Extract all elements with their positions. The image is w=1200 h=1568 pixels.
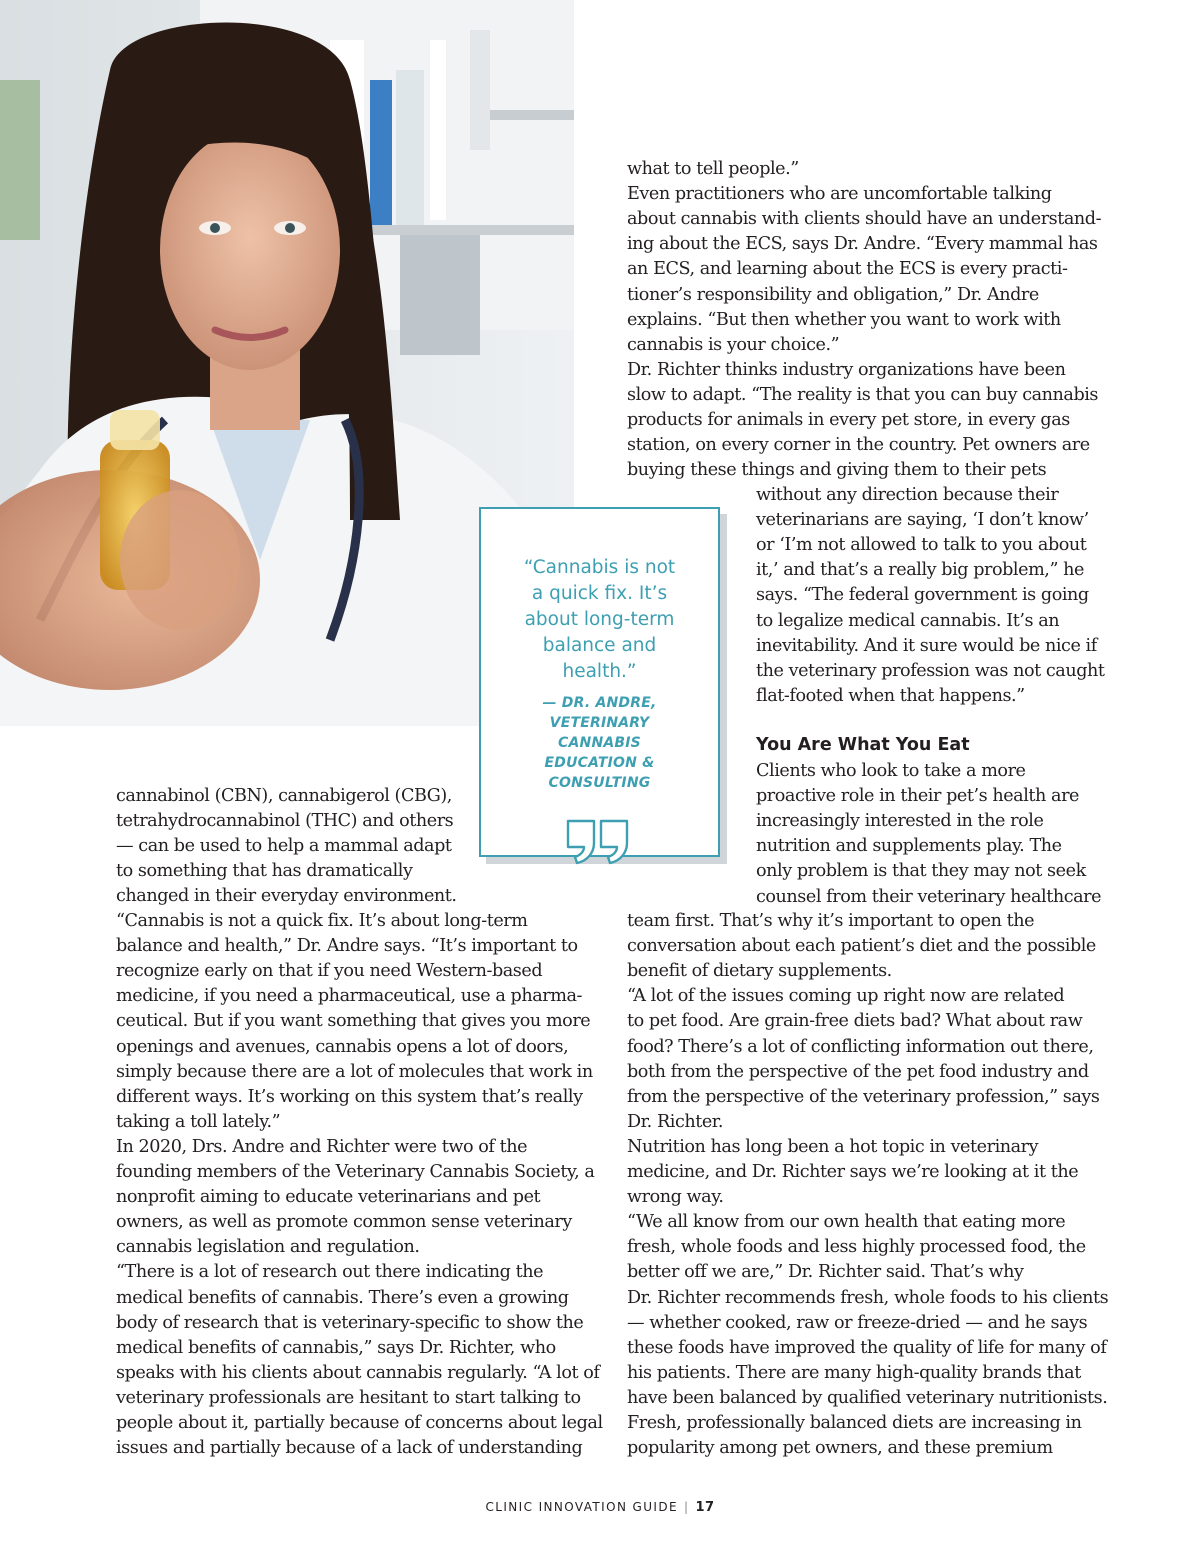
text-line: “There is a lot of research out there indicating the <box>116 1262 544 1283</box>
text-line: body of research that is veterinary-specific to show the <box>116 1312 584 1333</box>
text-line: balance and health,” Dr. Andre says. “It’s important to <box>116 936 578 957</box>
pull-quote-line: a quick fix. It’s <box>531 583 668 604</box>
text-line: Dr. Richter recommends fresh, whole foods to his clients <box>627 1287 1109 1308</box>
pull-quote-line: health.” <box>562 661 637 682</box>
text-line: medicine, if you need a pharmaceutical, use a pharma- <box>116 986 582 1007</box>
text-line: recognize early on that if you need Western-based <box>116 961 543 982</box>
text-line: have been balanced by qualified veterinary nutritionists. <box>627 1387 1108 1408</box>
page-number: 17 <box>695 1500 715 1515</box>
quotation-marks-icon <box>565 819 631 865</box>
text-line: food? There’s a lot of conflicting information out there, <box>627 1036 1094 1057</box>
pull-quote-line: CANNABIS <box>558 735 641 751</box>
pull-quote-line: “Cannabis is not <box>523 557 676 578</box>
text-line: Clients who look to take a more <box>756 761 1026 781</box>
text-line: openings and avenues, cannabis opens a lot of doors, <box>116 1036 569 1057</box>
text-line: veterinarians are saying, ‘I don’t know’ <box>756 510 1089 531</box>
text-line: cannabis legislation and regulation. <box>116 1237 420 1258</box>
text-line: an ECS, and learning about the ECS is every practi- <box>627 259 1068 280</box>
text-line: says. “The federal government is going <box>756 585 1089 606</box>
text-line: tioner’s responsibility and obligation,” Dr. Andre <box>627 284 1039 305</box>
text-line: cannabis is your choice.” <box>627 334 840 355</box>
text-line: taking a toll lately.” <box>116 1111 281 1132</box>
footer-separator: | <box>683 1500 690 1514</box>
text-line: his patients. There are many high-quality brands that <box>627 1362 1081 1383</box>
text-line: Nutrition has long been a hot topic in veterinary <box>627 1136 1039 1157</box>
text-line: Dr. Richter. <box>627 1111 723 1132</box>
text-line: or ‘I’m not allowed to talk to you about <box>756 535 1087 556</box>
text-line: to legalize medical cannabis. It’s an <box>756 610 1060 631</box>
text-line: people about it, partially because of concerns about legal <box>116 1413 603 1433</box>
text-line: issues and partially because of a lack of understanding <box>116 1438 583 1459</box>
text-line: to something that has dramatically <box>116 861 413 882</box>
text-line: these foods have improved the quality of life for many of <box>627 1337 1107 1358</box>
text-line: ceutical. But if you want something that gives you more <box>116 1011 591 1032</box>
text-line: both from the perspective of the pet food industry and <box>627 1061 1089 1082</box>
text-line: nonprofit aiming to educate veterinarians and pet <box>116 1187 541 1208</box>
text-line: slow to adapt. “The reality is that you can buy cannabis <box>627 384 1099 405</box>
text-line: buying these things and giving them to their pets <box>627 460 1047 481</box>
pull-quote-line: — DR. ANDRE, <box>542 695 657 711</box>
text-line: nutrition and supplements play. The <box>756 836 1062 857</box>
pull-quote-line: balance and <box>542 635 657 656</box>
section-heading: You Are What You Eat <box>756 735 970 755</box>
text-line: inevitability. And it sure would be nice if <box>756 635 1097 656</box>
text-line: Dr. Richter thinks industry organizations have been <box>627 359 1066 380</box>
text-line: “We all know from our own health that eating more <box>627 1212 1066 1233</box>
pull-quote-line: VETERINARY <box>549 715 650 731</box>
text-line: “A lot of the issues coming up right now are related <box>627 986 1065 1007</box>
text-line: popularity among pet owners, and these premium <box>627 1438 1053 1459</box>
text-line: Even practitioners who are uncomfortable talking <box>627 184 1052 205</box>
text-line: Fresh, professionally balanced diets are increasing in <box>627 1413 1082 1433</box>
text-line: station, on every corner in the country. Pet owners are <box>627 435 1090 456</box>
text-line: medicine, and Dr. Richter says we’re looking at it the <box>627 1162 1079 1182</box>
text-line: — whether cooked, raw or freeze-dried — and he says <box>627 1312 1088 1333</box>
text-line: only problem is that they may not seek <box>756 861 1086 882</box>
text-line: it,’ and that’s a really big problem,” he <box>756 560 1084 581</box>
text-line: explains. “But then whether you want to work with <box>627 309 1061 330</box>
text-line: ing about the ECS, says Dr. Andre. “Every mammal has <box>627 234 1098 255</box>
text-line: flat-footed when that happens.” <box>756 685 1025 706</box>
text-line: founding members of the Veterinary Cannabis Society, a <box>116 1162 595 1182</box>
text-line: medical benefits of cannabis,” says Dr. Richter, who <box>116 1337 556 1358</box>
pull-quote-text <box>481 555 718 685</box>
text-line: better off we are,” Dr. Richter said. That’s why <box>627 1262 1024 1283</box>
pull-quote-box <box>479 507 720 857</box>
text-line: different ways. It’s working on this system that’s really <box>116 1086 583 1107</box>
text-line: wrong way. <box>627 1187 724 1208</box>
text-line: the veterinary profession was not caught <box>756 660 1105 681</box>
text-line: changed in their everyday environment. <box>116 886 457 907</box>
text-line: simply because there are a lot of molecules that work in <box>116 1061 593 1082</box>
text-line: “Cannabis is not a quick fix. It’s about long-term <box>116 911 528 931</box>
pull-quote-line: CONSULTING <box>548 775 651 791</box>
text-line: conversation about each patient’s diet and the possible <box>627 936 1096 957</box>
text-line: — can be used to help a mammal adapt <box>116 836 452 857</box>
text-line: In 2020, Drs. Andre and Richter were two of the <box>116 1136 528 1157</box>
text-line: speaks with his clients about cannabis regularly. “A lot of <box>116 1362 600 1383</box>
publication-name: CLINIC INNOVATION GUIDE <box>485 1500 678 1514</box>
text-line: counsel from their veterinary healthcare <box>756 886 1102 907</box>
pull-quote-attribution <box>481 693 718 793</box>
text-line: from the perspective of the veterinary profession,” says <box>627 1086 1100 1107</box>
text-line: about cannabis with clients should have an understand- <box>627 209 1102 230</box>
text-line: team first. That’s why it’s important to open the <box>627 911 1035 931</box>
text-line: medical benefits of cannabis. There’s even a growing <box>116 1287 569 1308</box>
text-line: what to tell people.” <box>627 159 799 179</box>
text-line: owners, as well as promote common sense veterinary <box>116 1212 572 1233</box>
text-line: tetrahydrocannabinol (THC) and others <box>116 811 454 832</box>
text-line: increasingly interested in the role <box>756 811 1044 832</box>
text-line: proactive role in their pet’s health are <box>756 786 1079 807</box>
text-line: benefit of dietary supplements. <box>627 961 892 982</box>
pull-quote-line: EDUCATION & <box>544 755 655 771</box>
text-line: without any direction because their <box>756 485 1059 505</box>
text-line: fresh, whole foods and less highly processed food, the <box>627 1237 1086 1258</box>
text-line: products for animals in every pet store, in every gas <box>627 410 1070 430</box>
text-line: to pet food. Are grain-free diets bad? What about raw <box>627 1011 1083 1032</box>
text-line: cannabinol (CBN), cannabigerol (CBG), <box>116 786 452 806</box>
text-line: veterinary professionals are hesitant to start talking to <box>116 1387 581 1408</box>
page-footer <box>0 1497 1200 1518</box>
pull-quote-line: about long-term <box>524 609 675 630</box>
